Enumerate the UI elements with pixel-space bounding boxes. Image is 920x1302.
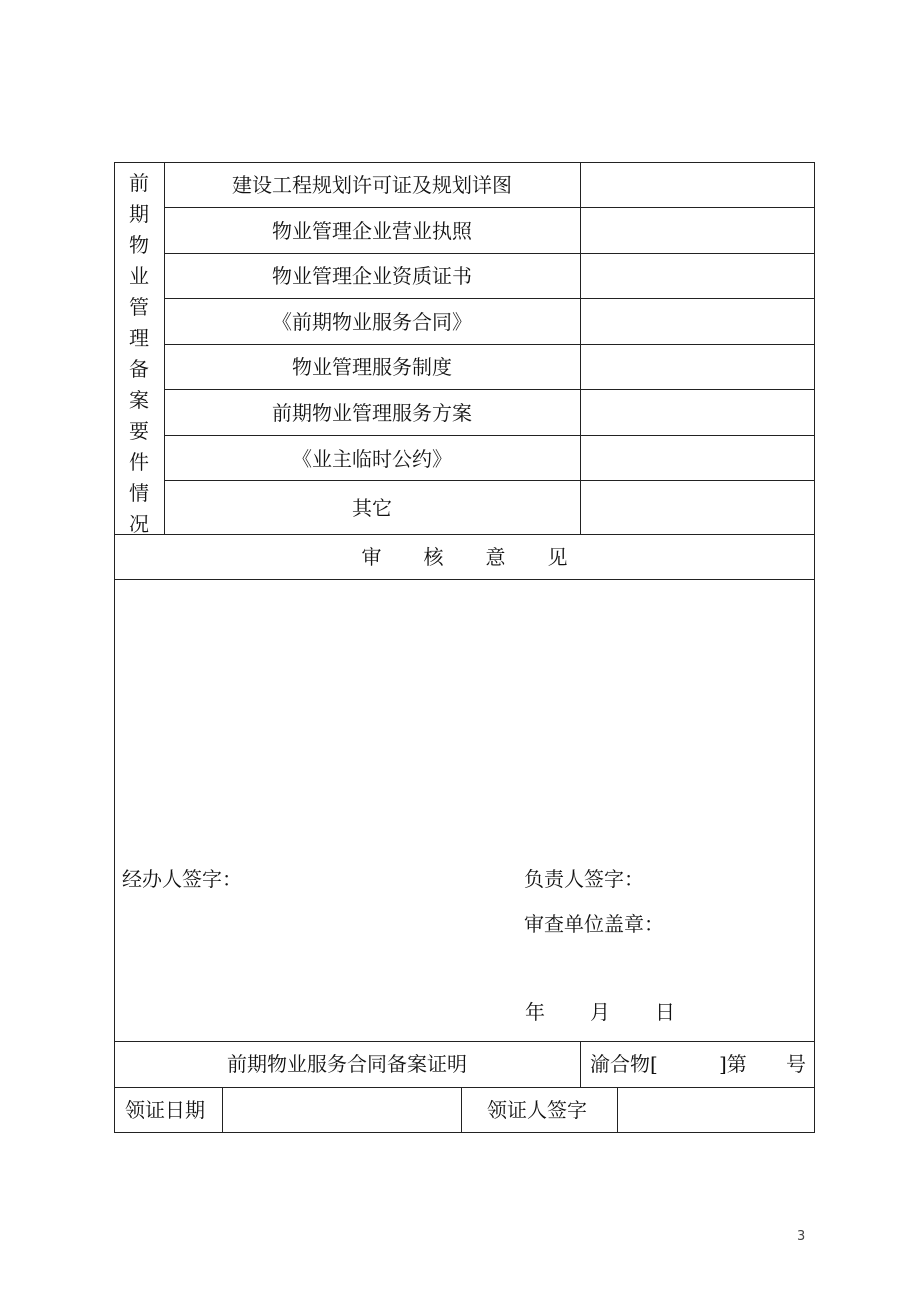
pickup-date-label: 领证日期: [125, 1098, 205, 1122]
divider: [164, 480, 815, 481]
divider: [164, 207, 815, 208]
divider: [580, 162, 581, 534]
divider: [580, 1041, 581, 1087]
divider: [164, 298, 815, 299]
divider: [114, 534, 815, 535]
section-label-char: 案: [129, 388, 149, 412]
divider: [164, 253, 815, 254]
divider: [114, 579, 815, 580]
date-day: 日: [655, 1000, 675, 1024]
section-label-char: 情: [129, 481, 149, 505]
review-title: [114, 547, 815, 567]
section-label-char: 件: [129, 450, 149, 474]
document-item: 物业管理企业营业执照: [272, 219, 472, 243]
review-title-char: 见: [547, 545, 568, 569]
date-year: 年: [525, 1000, 545, 1024]
divider: [461, 1087, 462, 1133]
review-title-char: 审: [361, 545, 382, 569]
certificate-number-mid: ]第: [719, 1052, 747, 1076]
review-title-char: 核: [423, 545, 444, 569]
unit-seal-label: 审查单位盖章：: [524, 912, 664, 936]
review-title-char: 意: [485, 545, 506, 569]
certificate-number-prefix: 渝合物[: [590, 1052, 658, 1076]
section-label-char: 理: [129, 326, 149, 350]
section-label-char: 况: [129, 512, 149, 536]
document-item: 建设工程规划许可证及规划详图: [232, 173, 512, 197]
divider: [164, 389, 815, 390]
document-item: 《前期物业服务合同》: [272, 310, 472, 334]
divider: [617, 1087, 618, 1133]
form-table: [114, 162, 815, 1133]
pickup-signer-label: 领证人签字: [487, 1098, 587, 1122]
divider: [164, 162, 165, 534]
section-label-char: 前: [129, 171, 149, 195]
page-number: 3: [797, 1229, 806, 1244]
section-label-char: 期: [129, 202, 149, 226]
divider: [164, 344, 815, 345]
section-label-char: 要: [129, 419, 149, 443]
document-item: 《业主临时公约》: [292, 447, 452, 471]
section-label-char: 物: [129, 233, 149, 257]
document-item: 物业管理企业资质证书: [272, 264, 472, 288]
certificate-title: 前期物业服务合同备案证明: [227, 1052, 467, 1076]
document-item: 其它: [352, 496, 392, 520]
certificate-number-suffix: 号: [786, 1052, 806, 1076]
document-item: 物业管理服务制度: [292, 355, 452, 379]
divider: [114, 1041, 815, 1042]
section-label-char: 业: [129, 264, 149, 288]
section-label-vertical: [114, 168, 164, 540]
divider: [114, 1087, 815, 1088]
section-label-char: 管: [129, 295, 149, 319]
handler-signature-label: 经办人签字：: [122, 867, 242, 891]
leader-signature-label: 负责人签字：: [524, 867, 644, 891]
section-label-char: 备: [129, 357, 149, 381]
document-item: 前期物业管理服务方案: [272, 401, 472, 425]
divider: [222, 1087, 223, 1133]
date-month: 月: [590, 1000, 610, 1024]
divider: [164, 435, 815, 436]
